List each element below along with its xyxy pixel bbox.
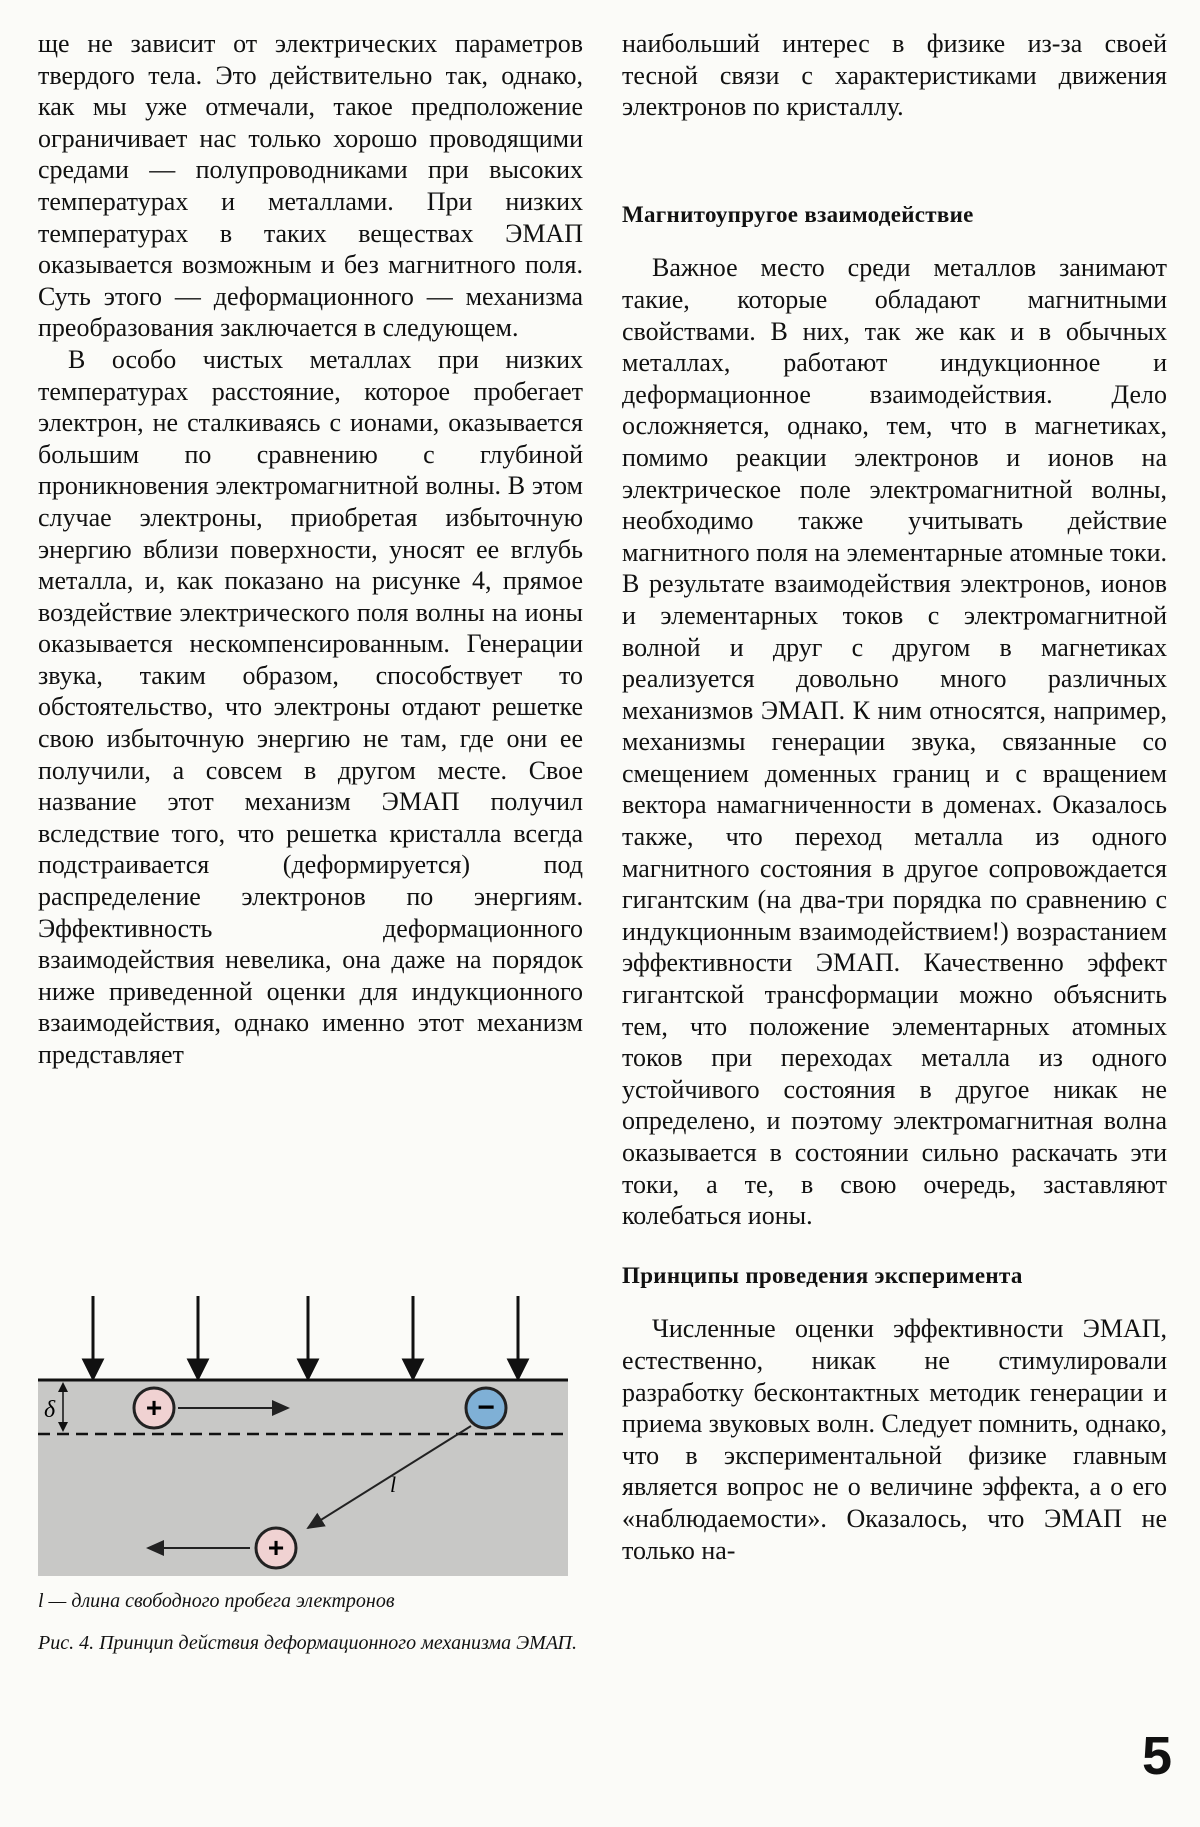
figure-legend: l — длина свободного пробега электронов — [38, 1590, 395, 1612]
free-path-label: l — [390, 1472, 397, 1497]
electron-sign: − — [477, 1391, 495, 1424]
section-heading-experiment: Принципы проведения эксперимента — [622, 1262, 1023, 1288]
left-column — [38, 28, 583, 1071]
figure-4-diagram — [38, 1296, 583, 1586]
page-number: 5 — [1141, 1726, 1172, 1786]
left-paragraph-2: В особо чистых металлах при низких температурах расстояние, которое пробегает электрон, не сталкиваясь с ионами, оказывается большим по сравнению с глубиной проникновения электромагнитной волны. В этом случае электроны, приобретая избыточную энергию вблизи поверхности, уносят ее вглубь металла, и, как показано на рисунке 4, прямое воздействие электрического поля волны на ионы оказывается нескомпенсированным. Генерации звука, таким образом, способствует то обстоятельство, что электроны отдают решетке свою избыточную энергию не там, где они ее получили, а совсем в другом месте. Свое название этот механизм ЭМАП получил вследствие того, что решетка кристалла всегда подстраивается (деформируется) под распределение электронов по энергиям. Эффективность деформационного взаимодействия невелика, она даже на порядок ниже приведенной оценки для индукционного взаимодействия, однако именно этот механизм представляет — [38, 344, 583, 1069]
field-arrowhead — [404, 1360, 422, 1378]
right-paragraph-3: Численные оценки эффективности ЭМАП, естественно, никак не стимулировали разработку бесконтактных методик генерации и приема звуковых волн. Следует помнить, однако, что в экспериментальной физике главным является вопрос не о величине эффекта, а о его «наблюдаемости». Оказалось, что ЭМАП не только на- — [622, 1314, 1168, 1565]
left-paragraph-1: ще не зависит от электрических параметров твердого тела. Это действительно так, однако, как мы уже отмечали, такое предположение ограничивает нас только хорошо проводящими средами — полупроводниками при высоких температурах и металлами. При низких температурах в таких веществах ЭМАП оказывается возможным и без магнитного поля. Суть этого — деформационного — механизма преобразования заключается в следующем. — [38, 29, 583, 343]
ion-surface-sign: + — [145, 1392, 163, 1423]
section-heading-magnetoelastic: Магнитоупругое взаимодействие — [622, 201, 974, 227]
field-arrowhead — [84, 1360, 102, 1378]
figure-caption: Рис. 4. Принцип действия деформационного механизма ЭМАП. — [38, 1632, 577, 1654]
right-column — [622, 28, 1167, 1566]
right-paragraph-2: Важное место среди металлов занимают такие, которые обладают магнитными свойствами. В них, так же как и в обычных металлах, работают индукционное и деформационное взаимодействия. Дело осложняется, однако, тем, что в магнетиках, помимо реакции электронов и ионов на электрическое поле электромагнитной волны, необходимо также учитывать действие магнитного поля на элементарные атомные токи. В результате взаимодействия электронов, ионов и элементарных токов с электромагнитной волной и друг с другом в магнетиках реализуется довольно много различных механизмов ЭМАП. К ним относятся, например, механизмы генерации звука, связанные со смещением доменных границ и с вращением вектора намагниченности в доменах. Оказалось также, что переход металла из одного магнитного состояния в другое сопровождается гигантским (на два-три порядка по сравнению с индукционным взаимодействием!) возрастанием эффективности ЭМАП. Качественно эффект гигантской трансформации можно объяснить тем, что положение элементарных атомных токов при переходах металла из одного устойчивого состояния в другое никак не определено, и поэтому электромагнитная волна оказывается в состоянии сильно раскачать эти токи, а те, в свою очередь, заставляют колебаться ионы. — [622, 253, 1167, 1231]
right-paragraph-1: наибольший интерес в физике из-за своей тесной связи с характеристиками движения электронов по кристаллу. — [622, 29, 1167, 122]
field-arrowhead — [299, 1360, 317, 1378]
figure-4 — [38, 1296, 583, 1746]
incident-field-arrows — [84, 1296, 527, 1378]
field-arrowhead — [189, 1360, 207, 1378]
delta-label: δ — [44, 1397, 56, 1423]
ion-deep-sign: + — [267, 1532, 285, 1563]
field-arrowhead — [509, 1360, 527, 1378]
